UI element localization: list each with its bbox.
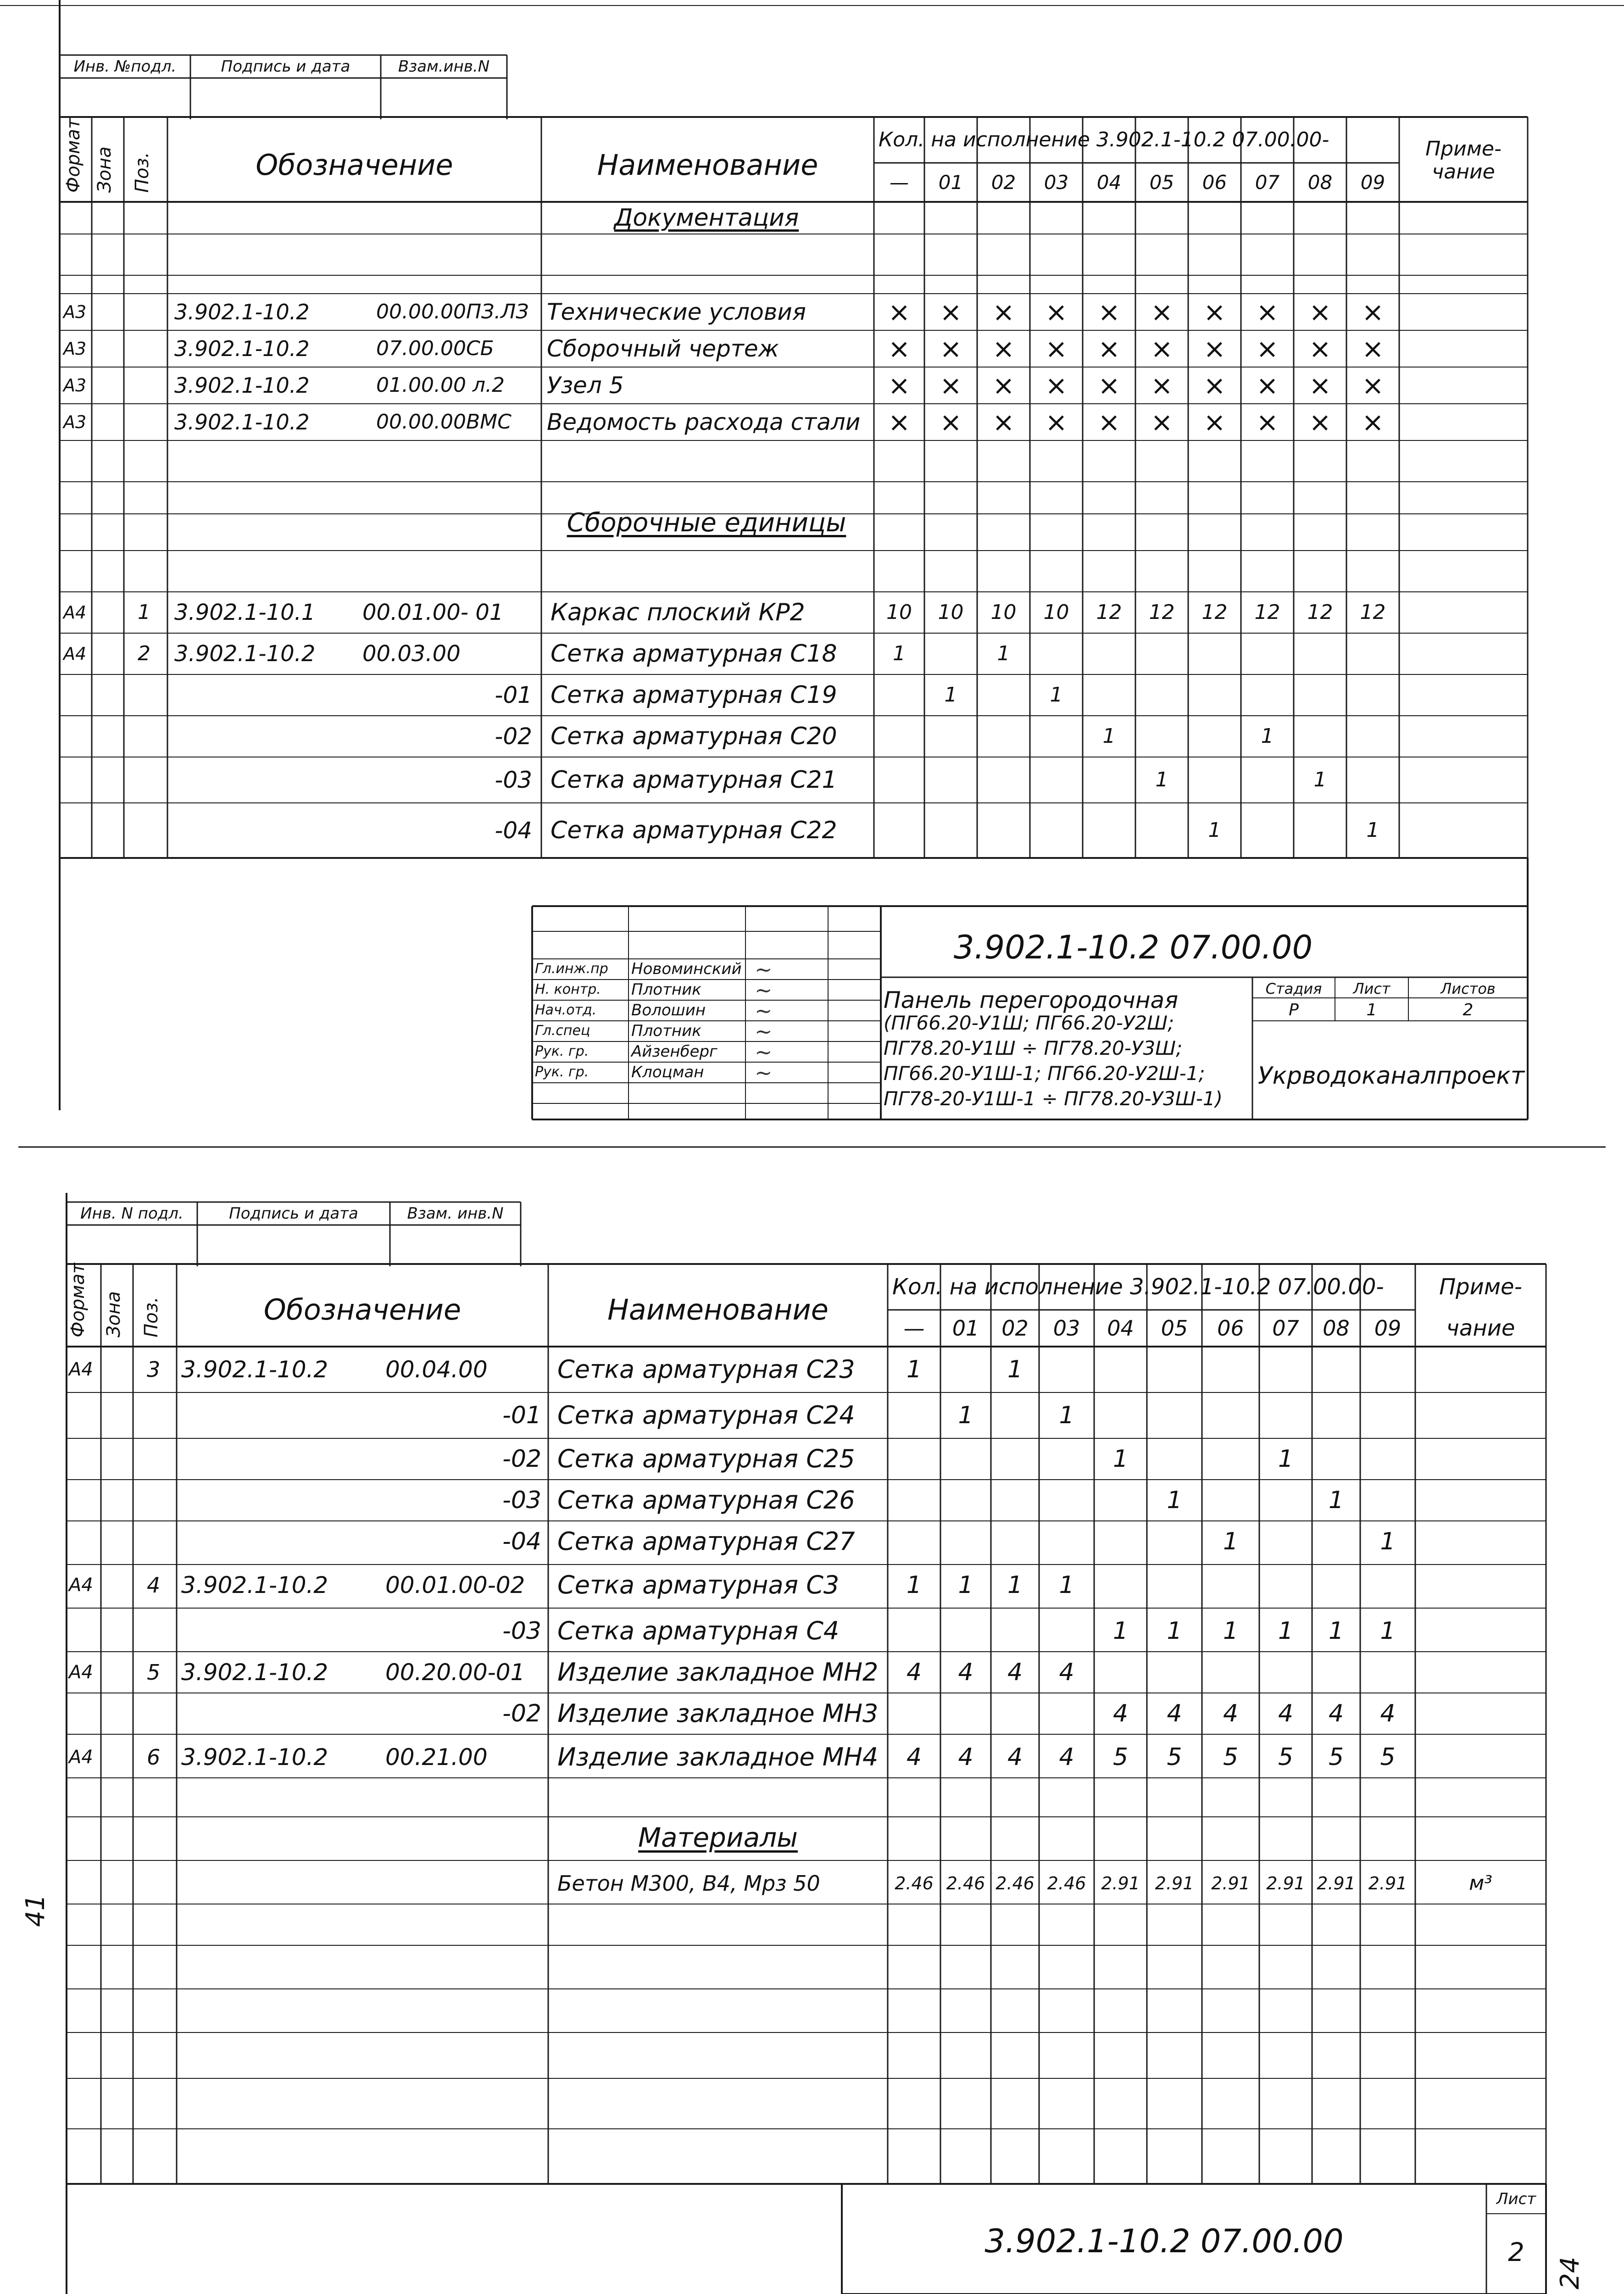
designation-suffix: 00.21.00 bbox=[385, 1744, 488, 1771]
cross-mark: × bbox=[1098, 296, 1120, 328]
stamp-title-line: Панель перегородочная bbox=[884, 987, 1179, 1013]
quantity-cell: 1 bbox=[1059, 1571, 1074, 1599]
quantity-cell: 10 bbox=[1043, 601, 1069, 624]
signature: ~ bbox=[755, 1060, 773, 1085]
cross-mark: × bbox=[1203, 333, 1226, 364]
cross-mark: × bbox=[992, 296, 1015, 328]
note-header: чание bbox=[1432, 160, 1495, 184]
pos-cell: 3 bbox=[147, 1357, 161, 1382]
format-header: Формат bbox=[63, 118, 84, 193]
designation-suffix: 00.20.00-01 bbox=[385, 1659, 525, 1686]
name-cell: Узел 5 bbox=[547, 372, 624, 399]
exec-col-header: 06 bbox=[1217, 1316, 1244, 1341]
signature: ~ bbox=[755, 1019, 773, 1044]
cross-mark: × bbox=[1256, 406, 1279, 438]
quantity-cell: 5 bbox=[1380, 1743, 1396, 1771]
signature: ~ bbox=[755, 978, 773, 1002]
designation-cell: 3.902.1-10.2 bbox=[181, 1356, 328, 1383]
format-cell: А3 bbox=[63, 412, 87, 432]
quantity-cell: 1 bbox=[958, 1402, 973, 1429]
format-cell: А4 bbox=[69, 1359, 93, 1380]
cross-mark: × bbox=[1309, 370, 1331, 401]
format-cell: А4 bbox=[63, 602, 87, 623]
quantity-cell: 1 bbox=[1366, 818, 1379, 842]
note-header: Приме- bbox=[1439, 1274, 1522, 1300]
archive-label: Подпись и дата bbox=[229, 1204, 358, 1223]
quantity-cell: 1 bbox=[1007, 1356, 1023, 1383]
stamp-code: 3.902.1-10.2 07.00.00 bbox=[984, 2222, 1344, 2260]
pos-cell: 6 bbox=[147, 1745, 161, 1770]
quantity-cell: 10 bbox=[990, 601, 1017, 624]
quantity-cell: 1 bbox=[1278, 1617, 1294, 1645]
quantity-cell: 4 bbox=[1112, 1700, 1129, 1727]
quantity-cell: 5 bbox=[1278, 1743, 1294, 1771]
stamp-role: Гл.инж.пр bbox=[535, 961, 608, 977]
exec-col-header: 09 bbox=[1374, 1316, 1402, 1341]
cross-mark: × bbox=[1151, 333, 1173, 364]
cross-mark: × bbox=[992, 333, 1015, 364]
quantity-cell: 5 bbox=[1167, 1743, 1182, 1771]
quantity-cell: 1 bbox=[1102, 724, 1116, 748]
quantity-cell: 1 bbox=[1328, 1617, 1344, 1645]
designation-suffix: -02 bbox=[495, 723, 532, 750]
exec-col-header: 05 bbox=[1161, 1316, 1188, 1341]
quantity-cell: 1 bbox=[1328, 1487, 1344, 1514]
quantity-cell: 2.91 bbox=[1368, 1873, 1407, 1893]
designation-suffix: -01 bbox=[502, 1402, 541, 1429]
exec-col-header: 02 bbox=[1001, 1316, 1029, 1341]
designation-cell: 3.902.1-10.2 bbox=[181, 1572, 328, 1598]
cross-mark: × bbox=[1045, 370, 1068, 401]
cross-mark: × bbox=[1256, 333, 1279, 364]
exec-col-header: 02 bbox=[991, 171, 1016, 194]
stamp-name: Клоцман bbox=[631, 1063, 704, 1081]
designation-suffix: 00.01.00-02 bbox=[385, 1572, 525, 1598]
name-cell: Сетка арматурная С18 bbox=[551, 640, 837, 668]
designation-cell: 3.902.1-10.2 bbox=[174, 300, 310, 324]
sheet-label: Лист bbox=[1353, 980, 1390, 997]
stamp-name: Плотник bbox=[631, 1022, 701, 1040]
cross-mark: × bbox=[1151, 406, 1173, 438]
name-cell: Изделие закладное МН2 bbox=[557, 1658, 879, 1687]
designation-suffix: -01 bbox=[495, 682, 532, 708]
exec-col-header: 03 bbox=[1053, 1316, 1080, 1341]
quantity-cell: 10 bbox=[886, 601, 912, 624]
designation-cell: 3.902.1-10.2 bbox=[181, 1659, 328, 1686]
quantity-cell: 4 bbox=[1007, 1743, 1023, 1771]
name-cell: Сетка арматурная С4 bbox=[557, 1616, 840, 1645]
name-cell: Сетка арматурная С27 bbox=[557, 1527, 855, 1556]
stamp-title-line: ПГ78.20-У1Ш ÷ ПГ78.20-У3Ш; bbox=[884, 1037, 1183, 1059]
stamp-role: Рук. гр. bbox=[535, 1043, 589, 1059]
cross-mark: × bbox=[992, 406, 1015, 438]
cross-mark: × bbox=[1203, 296, 1226, 328]
exec-header: Кол. на исполнение 3.902.1-10.2 07.00.00- bbox=[892, 1274, 1384, 1300]
quantity-cell: 12 bbox=[1307, 601, 1333, 624]
cross-mark: × bbox=[940, 296, 962, 328]
exec-col-header: 07 bbox=[1272, 1316, 1299, 1341]
format-cell: А3 bbox=[63, 302, 87, 322]
quantity-cell: 4 bbox=[906, 1743, 922, 1771]
quantity-cell: 1 bbox=[1261, 724, 1274, 748]
name-cell: Изделие закладное МН4 bbox=[557, 1743, 879, 1771]
cross-mark: × bbox=[888, 296, 911, 328]
stage-label: Стадия bbox=[1265, 980, 1322, 997]
cross-mark: × bbox=[1362, 370, 1384, 401]
quantity-cell: 12 bbox=[1201, 601, 1228, 624]
quantity-cell: 12 bbox=[1096, 601, 1122, 624]
cross-mark: × bbox=[1098, 333, 1120, 364]
cross-mark: × bbox=[1256, 370, 1279, 401]
name-header: Наименование bbox=[597, 148, 818, 182]
name-cell: Сетка арматурная С3 bbox=[557, 1570, 840, 1599]
stamp-role: Н. контр. bbox=[535, 981, 601, 997]
name-cell: Сетка арматурная С22 bbox=[551, 817, 837, 844]
quantity-cell: 2.46 bbox=[996, 1873, 1034, 1893]
exec-col-header: 04 bbox=[1096, 171, 1122, 194]
quantity-cell: 1 bbox=[1007, 1571, 1023, 1599]
pos-header: Поз. bbox=[141, 1297, 162, 1337]
designation-suffix: 00.03.00 bbox=[362, 641, 461, 667]
quantity-cell: 1 bbox=[1208, 818, 1221, 842]
quantity-cell: 1 bbox=[1380, 1617, 1396, 1645]
designation-header: Обозначение bbox=[263, 1293, 462, 1326]
archive-label: Подпись и дата bbox=[221, 57, 350, 76]
section-docs: Документация bbox=[614, 204, 799, 232]
pos-cell: 2 bbox=[138, 642, 150, 665]
cross-mark: × bbox=[1256, 296, 1279, 328]
quantity-cell: 1 bbox=[1223, 1528, 1239, 1555]
quantity-cell: 1 bbox=[906, 1356, 922, 1383]
stamp-name: Новоминский bbox=[631, 960, 742, 978]
cross-mark: × bbox=[940, 333, 962, 364]
quantity-cell: 4 bbox=[906, 1659, 922, 1686]
name-cell: Сетка арматурная С21 bbox=[551, 766, 837, 794]
quantity-cell: 1 bbox=[906, 1571, 922, 1599]
name-cell: Каркас плоский КР2 bbox=[551, 599, 805, 626]
quantity-cell: 2.91 bbox=[1317, 1873, 1356, 1893]
designation-cell: 3.902.1-10.2 bbox=[174, 336, 310, 361]
cross-mark: × bbox=[1309, 333, 1331, 364]
pos-cell: 1 bbox=[138, 601, 150, 624]
quantity-cell: 4 bbox=[1007, 1659, 1023, 1686]
pos-cell: 4 bbox=[147, 1573, 161, 1598]
cross-mark: × bbox=[1203, 370, 1226, 401]
quantity-cell: 1 bbox=[1223, 1617, 1239, 1645]
zone-header: Зона bbox=[94, 146, 115, 193]
sheet-value: 1 bbox=[1366, 1001, 1377, 1019]
quantity-cell: 2.46 bbox=[946, 1873, 985, 1893]
cross-mark: × bbox=[1045, 406, 1068, 438]
designation-suffix: -02 bbox=[502, 1700, 541, 1727]
sheet-value: 2 bbox=[1508, 2238, 1524, 2267]
quantity-cell: 1 bbox=[1313, 768, 1327, 791]
stamp-name: Айзенберг bbox=[631, 1042, 717, 1061]
cross-mark: × bbox=[1151, 296, 1173, 328]
name-cell: Сетка арматурная С25 bbox=[557, 1444, 855, 1473]
format-cell: А3 bbox=[63, 339, 87, 359]
stamp-role: Рук. гр. bbox=[535, 1064, 589, 1080]
cross-mark: × bbox=[1362, 333, 1384, 364]
cross-mark: × bbox=[888, 333, 911, 364]
quantity-cell: 4 bbox=[1380, 1700, 1396, 1727]
cross-mark: × bbox=[940, 370, 962, 401]
signature: ~ bbox=[755, 1040, 773, 1064]
signature: ~ bbox=[755, 998, 773, 1023]
note-header: чание bbox=[1446, 1315, 1515, 1341]
quantity-cell: 1 bbox=[1112, 1445, 1129, 1473]
quantity-cell: 4 bbox=[1059, 1743, 1074, 1771]
quantity-cell: 4 bbox=[1278, 1700, 1294, 1727]
quantity-cell: 2.91 bbox=[1266, 1873, 1305, 1893]
designation-suffix: 00.04.00 bbox=[385, 1356, 488, 1383]
cross-mark: × bbox=[888, 370, 911, 401]
quantity-cell: 2.91 bbox=[1155, 1873, 1194, 1893]
stamp-title-line: ПГ78-20-У1Ш-1 ÷ ПГ78.20-У3Ш-1) bbox=[884, 1087, 1223, 1110]
cross-mark: × bbox=[1309, 406, 1331, 438]
name-cell: Технические условия bbox=[547, 299, 806, 325]
quantity-cell: 1 bbox=[997, 642, 1010, 665]
name-cell: Бетон М300, В4, Мрз 50 bbox=[557, 1871, 820, 1896]
sheets-value: 2 bbox=[1463, 1001, 1474, 1019]
quantity-cell: 10 bbox=[938, 601, 964, 624]
quantity-cell: 4 bbox=[1059, 1659, 1074, 1686]
quantity-cell: 5 bbox=[1328, 1743, 1344, 1771]
exec-col-header: 01 bbox=[952, 1316, 979, 1341]
quantity-cell: 1 bbox=[944, 683, 957, 707]
cross-mark: × bbox=[992, 370, 1015, 401]
quantity-cell: 4 bbox=[1167, 1700, 1182, 1727]
exec-col-header: 04 bbox=[1107, 1316, 1134, 1341]
designation-cell: 3.902.1-10.2 bbox=[174, 641, 316, 667]
designation-cell: 3.902.1-10.1 bbox=[174, 600, 316, 625]
archive-label: Инв. N подл. bbox=[80, 1204, 184, 1223]
quantity-cell: 1 bbox=[893, 642, 906, 665]
quantity-cell: 1 bbox=[958, 1571, 973, 1599]
archive-label: Инв. №подл. bbox=[73, 57, 177, 76]
stamp-role: Гл.спец bbox=[535, 1023, 590, 1039]
section-materials: Материалы bbox=[638, 1822, 798, 1853]
exec-col-header: 01 bbox=[938, 171, 963, 194]
quantity-cell: 1 bbox=[1050, 683, 1063, 707]
format-cell: А4 bbox=[63, 644, 87, 664]
corner-number: 24 bbox=[1555, 2256, 1585, 2289]
cross-mark: × bbox=[1151, 370, 1173, 401]
designation-suffix: -02 bbox=[502, 1445, 541, 1473]
note-cell: м³ bbox=[1469, 1871, 1492, 1895]
name-cell: Сетка арматурная С26 bbox=[557, 1486, 855, 1514]
quantity-cell: 12 bbox=[1360, 601, 1386, 624]
cross-mark: × bbox=[1203, 406, 1226, 438]
cross-mark: × bbox=[1309, 296, 1331, 328]
designation-suffix: -04 bbox=[495, 817, 532, 844]
cross-mark: × bbox=[1098, 406, 1120, 438]
quantity-cell: 2.91 bbox=[1211, 1873, 1250, 1893]
pos-header: Поз. bbox=[132, 152, 153, 193]
section-units: Сборочные единицы bbox=[567, 508, 846, 538]
quantity-cell: 1 bbox=[1167, 1487, 1182, 1514]
name-cell: Сетка арматурная С20 bbox=[551, 723, 837, 750]
designation-cell: 3.902.1-10.2 bbox=[174, 373, 310, 398]
name-cell: Ведомость расхода стали bbox=[547, 409, 861, 435]
stamp-title-line: (ПГ66.20-У1Ш; ПГ66.20-У2Ш; bbox=[884, 1012, 1174, 1034]
format-cell: А3 bbox=[63, 375, 87, 395]
designation-suffix: -03 bbox=[502, 1487, 541, 1514]
stamp-name: Плотник bbox=[631, 980, 701, 999]
archive-label: Взам.инв.N bbox=[398, 57, 490, 76]
designation-cell: 3.902.1-10.2 bbox=[174, 410, 310, 434]
designation-suffix: -03 bbox=[502, 1617, 541, 1645]
quantity-cell: 12 bbox=[1149, 601, 1175, 624]
exec-col-header: 09 bbox=[1360, 171, 1385, 194]
quantity-cell: 4 bbox=[958, 1659, 973, 1686]
designation-suffix: -03 bbox=[495, 767, 532, 793]
quantity-cell: 4 bbox=[958, 1743, 973, 1771]
pos-cell: 5 bbox=[147, 1660, 161, 1685]
cross-mark: × bbox=[940, 406, 962, 438]
cross-mark: × bbox=[1045, 333, 1068, 364]
format-cell: А4 bbox=[69, 1747, 93, 1768]
name-cell: Сетка арматурная С24 bbox=[557, 1401, 855, 1430]
quantity-cell: 1 bbox=[1167, 1617, 1182, 1645]
exec-col-header: — bbox=[890, 171, 909, 194]
stamp-role: Нач.отд. bbox=[535, 1002, 597, 1018]
format-cell: А4 bbox=[69, 1662, 93, 1683]
designation-suffix: 00.00.00ПЗ.ЛЗ bbox=[376, 300, 529, 323]
zone-header: Зона bbox=[103, 1291, 124, 1337]
quantity-cell: 5 bbox=[1223, 1743, 1239, 1771]
stamp-code: 3.902.1-10.2 07.00.00 bbox=[953, 929, 1313, 966]
exec-col-header: 03 bbox=[1044, 171, 1069, 194]
archive-label: Взам. инв.N bbox=[407, 1204, 504, 1223]
quantity-cell: 2.46 bbox=[1047, 1873, 1086, 1893]
format-header: Формат bbox=[67, 1263, 89, 1337]
quantity-cell: 1 bbox=[1380, 1528, 1396, 1555]
cross-mark: × bbox=[888, 406, 911, 438]
quantity-cell: 4 bbox=[1328, 1700, 1344, 1727]
quantity-cell: 2.46 bbox=[895, 1873, 934, 1893]
sheets-label: Листов bbox=[1440, 980, 1496, 997]
quantity-cell: 1 bbox=[1059, 1402, 1074, 1429]
exec-col-header: — bbox=[903, 1316, 925, 1341]
name-cell: Сборочный чертеж bbox=[547, 335, 779, 362]
cross-mark: × bbox=[1362, 296, 1384, 328]
designation-suffix: 07.00.00СБ bbox=[376, 337, 494, 360]
signature: ~ bbox=[755, 957, 773, 982]
quantity-cell: 2.91 bbox=[1101, 1873, 1140, 1893]
designation-suffix: 00.00.00ВМС bbox=[376, 410, 512, 434]
exec-col-header: 07 bbox=[1255, 171, 1280, 194]
quantity-cell: 12 bbox=[1254, 601, 1280, 624]
quantity-cell: 5 bbox=[1112, 1743, 1129, 1771]
name-cell: Сетка арматурная С19 bbox=[551, 681, 837, 709]
name-header: Наименование bbox=[607, 1293, 829, 1326]
cross-mark: × bbox=[1098, 370, 1120, 401]
organization: Укрводоканалпроект bbox=[1257, 1062, 1525, 1090]
sheet-label: Лист bbox=[1496, 2190, 1536, 2208]
margin-number: 41 bbox=[21, 1894, 50, 1927]
exec-col-header: 06 bbox=[1202, 171, 1227, 194]
cross-mark: × bbox=[1362, 406, 1384, 438]
exec-col-header: 08 bbox=[1323, 1316, 1350, 1341]
quantity-cell: 1 bbox=[1112, 1617, 1129, 1645]
designation-suffix: -04 bbox=[502, 1528, 541, 1555]
designation-cell: 3.902.1-10.2 bbox=[181, 1744, 328, 1771]
quantity-cell: 4 bbox=[1223, 1700, 1239, 1727]
name-cell: Сетка арматурная С23 bbox=[557, 1355, 855, 1384]
designation-header: Обозначение bbox=[256, 148, 453, 182]
designation-suffix: 00.01.00- 01 bbox=[362, 600, 504, 625]
format-cell: А4 bbox=[69, 1575, 93, 1596]
cross-mark: × bbox=[1045, 296, 1068, 328]
name-cell: Изделие закладное МН3 bbox=[557, 1699, 879, 1728]
exec-col-header: 08 bbox=[1307, 171, 1333, 194]
stamp-name: Волошин bbox=[631, 1001, 706, 1019]
stamp-title-line: ПГ66.20-У1Ш-1; ПГ66.20-У2Ш-1; bbox=[884, 1062, 1205, 1085]
note-header: Приме- bbox=[1425, 137, 1502, 161]
exec-header: Кол. на исполнение 3.902.1-10.2 07.00.00- bbox=[879, 128, 1329, 151]
designation-suffix: 01.00.00 л.2 bbox=[376, 373, 505, 397]
quantity-cell: 1 bbox=[1155, 768, 1168, 791]
stage-value: Р bbox=[1289, 1001, 1299, 1019]
exec-col-header: 05 bbox=[1149, 171, 1174, 194]
quantity-cell: 1 bbox=[1278, 1445, 1294, 1473]
